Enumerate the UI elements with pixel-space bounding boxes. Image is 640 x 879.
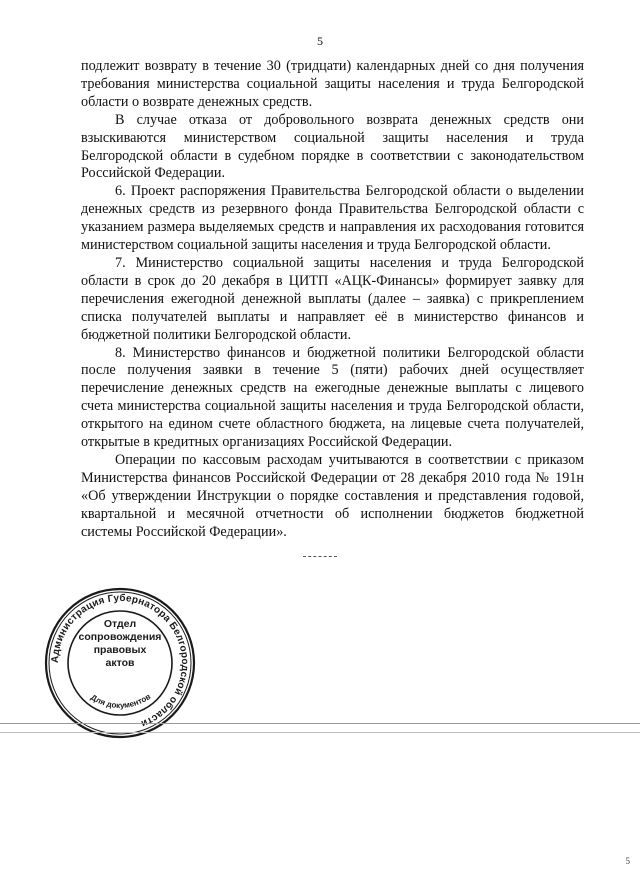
paragraph-item-7: 7. Министерство социальной защиты населения и труда Белгородской области в срок до 20 декабря в ЦИТП «АЦК-Финансы» формирует заявку для перечисления ежегодной денежной выплаты (далее – заявка) с прикреплением списка получателей выплаты и направляет её в министерство финансов и бюджетной политики Белгородской области. <box>81 254 584 343</box>
stamp-bottom-text: Для документов <box>89 691 153 711</box>
stamp-line: сопровождения <box>78 631 162 643</box>
svg-text:Для документов <box>89 692 152 710</box>
paragraph-item-8: 8. Министерство финансов и бюджетной политики Белгородской области после получения заявки в течение 5 (пяти) рабочих дней осуществляет перечисление денежных средств на ежегодные денежные выплаты с лицевого счета министерства социальной защиты населения и труда Белгородской области, открытого на едином счете областного бюджета, на лицевые счета получателей, открытые в кредитных организациях Российской Федерации. <box>81 344 584 451</box>
paragraph-refusal: В случае отказа от добровольного возврата денежных средств они взыскиваются министерством социальной защиты населения и труда Белгородской области в судебном порядке в соответствии с законодательством Российской Федерации. <box>81 111 584 182</box>
paragraph-cash-operations: Операции по кассовым расходам учитываются в соответствии с приказом Министерства финансов Российской Федерации от 28 декабря 2010 года № 191н «Об утверждении Инструкции о порядке составления и представления годовой, квартальной и месячной отчетности об исполнении бюджетов бюджетной системы Российской Федерации». <box>81 451 584 540</box>
corner-mark: 5 <box>625 856 630 866</box>
paragraph-continuation: подлежит возврату в течение 30 (тридцати) календарных дней со дня получения требования министерства социальной защиты населения и труда Белгородской области о возврате денежных средств. <box>81 58 584 110</box>
page-number: 5 <box>317 34 323 48</box>
stamp-inner-text <box>44 618 196 670</box>
footer-divider <box>0 723 640 724</box>
stamp-line: актов <box>105 657 135 669</box>
end-of-text-mark <box>303 556 337 557</box>
document-body <box>81 58 584 541</box>
stamp-outer-text: Администрация Губернатора Белгородской области <box>49 592 191 730</box>
paragraph-item-6: 6. Проект распоряжения Правительства Белгородской области о выделении денежных средств из резервного фонда Правительства Белгородской области с указанием размера выделяемых средств и направления их расходования готовится министерством социальной защиты населения и труда Белгородской области. <box>81 183 584 254</box>
stamp-line: Отдел <box>103 618 137 630</box>
stamp-line: правовых <box>93 644 147 656</box>
footer-divider-secondary <box>0 732 640 733</box>
